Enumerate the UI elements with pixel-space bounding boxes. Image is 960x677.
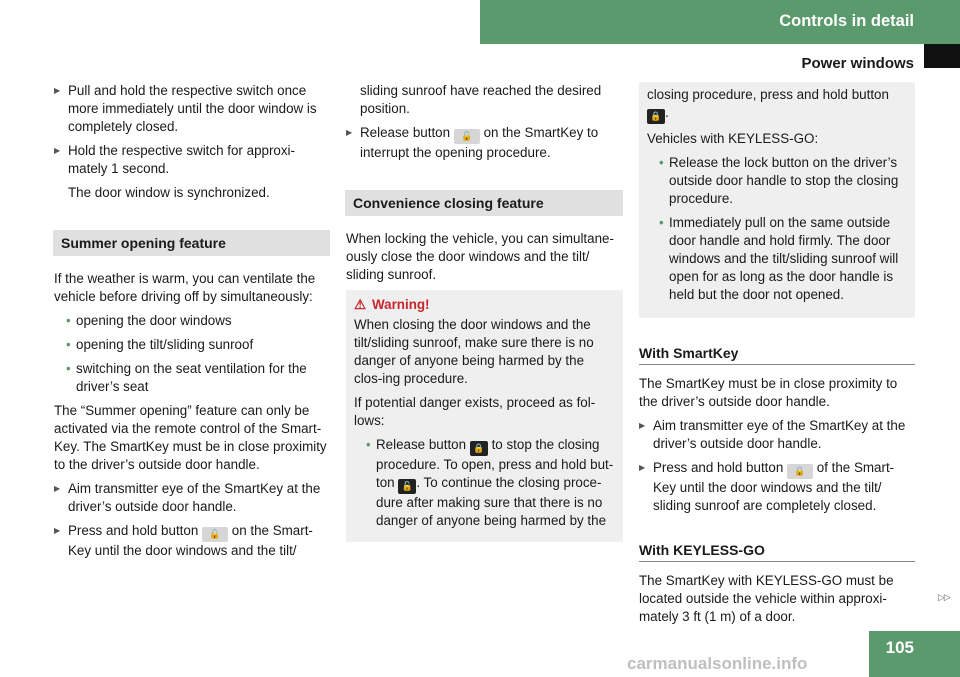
warning-box bbox=[346, 290, 623, 542]
list-item: • opening the door windows bbox=[66, 313, 232, 328]
step-item: ▶ Aim transmitter eye of the SmartKey at the driver’s outside door handle. bbox=[639, 417, 915, 453]
step-item: ▶ Pull and hold the respective switch once more immediately until the door window is completely closed. bbox=[54, 82, 330, 136]
unlock-icon: 🔓 bbox=[454, 129, 480, 144]
continued-text: sliding sunroof have reached the desired position. bbox=[360, 83, 602, 116]
watermark: carmanualsonline.info bbox=[627, 654, 808, 673]
list-item: • switching on the seat ventilation for the driver’s seat bbox=[66, 361, 307, 394]
summer-text: The “Summer opening” feature can only be activated via the remote control of the Smart-Key. The SmartKey must be in close proximity to the driver’s outside door handle. bbox=[54, 403, 327, 472]
warning-text: When closing the door windows and the tilt/sliding sunroof, make sure there is no danger of anyone being harmed by the clos-ing procedure. bbox=[354, 317, 594, 386]
chapter-title: Controls in detail bbox=[779, 12, 914, 30]
column-3 bbox=[639, 82, 915, 632]
step-item: ▶ Press and hold button 🔓 on the Smart-Key until the door windows and the tilt/ bbox=[54, 522, 330, 560]
continued-text: closing procedure, press and hold button 🔒 . bbox=[647, 86, 907, 124]
continue-marker: ▷▷ bbox=[938, 592, 950, 602]
warning-title: ⚠ Warning! bbox=[354, 297, 430, 312]
summer-intro: If the weather is warm, you can ventilate the vehicle before driving off by simultaneously: bbox=[54, 271, 316, 304]
step-note: The door window is synchronized. bbox=[68, 185, 270, 200]
list-item: • opening the tilt/sliding sunroof bbox=[66, 337, 254, 352]
list-item: • Release the lock button on the driver’s outside door handle to stop the closing procedure. bbox=[659, 155, 899, 206]
step-item: ▶ Hold the respective switch for approxi-mately 1 second. bbox=[54, 142, 330, 178]
step-item: ▶ Press and hold button 🔒 of the Smart-Key until the door windows and the tilt/ sliding sunroof are completely closed. bbox=[639, 459, 915, 515]
column-1 bbox=[54, 82, 330, 566]
keyless-text: The SmartKey with KEYLESS-GO must be located outside the vehicle within approxi-mately 3 ft (1 m) of a door. bbox=[639, 573, 894, 624]
list-item: • Immediately pull on the same outside door handle and hold firmly. The door windows and the tilt/sliding sunroof will open for as long as the door handle is held but the door not opened. bbox=[659, 215, 899, 302]
unlock-icon: 🔓 bbox=[398, 479, 416, 494]
summer-heading: Summer opening feature bbox=[53, 230, 330, 256]
convenience-heading: Convenience closing feature bbox=[345, 190, 623, 216]
step-item: ▶ Aim transmitter eye of the SmartKey at the driver’s outside door handle. bbox=[54, 480, 330, 516]
column-2 bbox=[346, 82, 623, 542]
smartkey-text: The SmartKey must be in close proximity to the driver’s outside door handle. bbox=[639, 376, 898, 409]
unlock-icon: 🔓 bbox=[202, 527, 228, 542]
list-item: • Release button 🔒 to stop the closing procedure. To open, press and hold but-ton 🔓 . To continue the closing proce-dure after making sure that there is no danger of anyone being harmed by the bbox=[366, 437, 614, 528]
keyless-label: Vehicles with KEYLESS-GO: bbox=[647, 131, 819, 146]
warning-triangle-icon: ⚠ bbox=[354, 297, 367, 312]
section-title: Power windows bbox=[801, 55, 914, 72]
warning-text-2: If potential danger exists, proceed as fol-lows: bbox=[354, 395, 596, 428]
keyless-heading: With KEYLESS-GO bbox=[639, 541, 915, 562]
lock-icon: 🔒 bbox=[787, 464, 813, 479]
page-number: 105 bbox=[885, 638, 914, 657]
smartkey-heading: With SmartKey bbox=[639, 344, 915, 365]
lock-icon: 🔒 bbox=[647, 109, 665, 124]
header-marker bbox=[924, 44, 960, 68]
step-item: ▶ Release button 🔓 on the SmartKey to interrupt the opening procedure. bbox=[346, 124, 623, 162]
warning-box-continued bbox=[639, 82, 915, 318]
page-number-box bbox=[869, 631, 960, 677]
convenience-intro: When locking the vehicle, you can simultane-ously close the door windows and the tilt/ sliding sunroof. bbox=[346, 231, 614, 282]
lock-icon: 🔒 bbox=[470, 441, 488, 456]
